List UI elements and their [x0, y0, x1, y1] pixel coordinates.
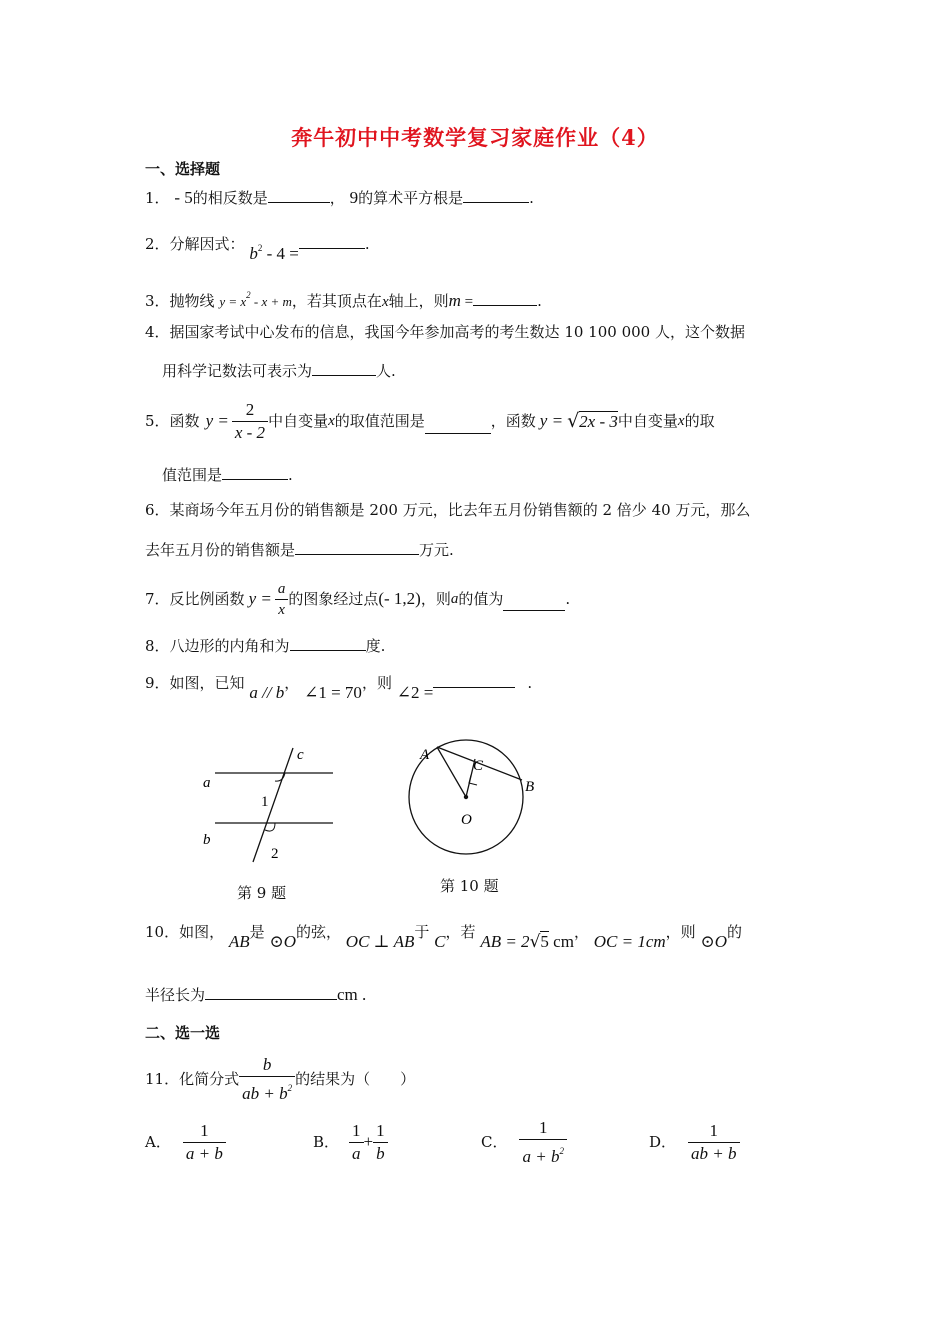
equals: =	[460, 294, 474, 310]
var-a: a	[450, 591, 459, 607]
question-text: 度.	[365, 637, 386, 655]
question-text: 反比例函数	[169, 590, 245, 608]
option-label: C．	[481, 1133, 508, 1151]
math-expr	[219, 290, 292, 309]
radicand: 5	[540, 932, 549, 951]
question-number: 5．	[145, 412, 170, 430]
question-5	[145, 396, 715, 446]
option-label: A．	[145, 1133, 171, 1151]
label-b: b	[203, 832, 211, 848]
question-text: 中自变量	[617, 412, 678, 430]
math-expr: 9	[349, 188, 359, 207]
fraction	[275, 579, 289, 620]
question-text: 函数	[169, 412, 200, 430]
question-2	[145, 228, 370, 263]
question-text: ，则	[361, 674, 392, 692]
fraction	[183, 1120, 226, 1165]
question-number: 3．	[145, 292, 170, 310]
math-length	[480, 932, 574, 952]
var-x: x	[381, 294, 389, 310]
unit: cm .	[337, 985, 367, 1004]
option-d[interactable]	[649, 1117, 740, 1167]
question-text: 是	[249, 923, 265, 941]
figure-10-caption: 第 10 题	[440, 877, 499, 895]
question-10-line2	[145, 985, 366, 1005]
question-text: 用科学记数法可表示为	[162, 362, 313, 380]
fraction	[239, 1054, 295, 1105]
label-C: C	[473, 758, 484, 774]
question-6-line2	[145, 540, 454, 560]
numerator: 1	[538, 1117, 548, 1137]
question-text: 的结果为（ ）	[295, 1070, 416, 1088]
page-title: 奔牛初中中考数学复习家庭作业（4）	[291, 125, 659, 150]
math-c: C	[434, 932, 446, 951]
section-heading-2: 二、选一选	[145, 1024, 221, 1042]
fraction	[688, 1120, 739, 1165]
parallel-expr: a // b	[249, 683, 285, 702]
denominator-base: ab + b	[242, 1083, 288, 1103]
exponent: 2	[257, 243, 263, 253]
question-text: 万元.	[419, 541, 454, 559]
math-y: y =	[248, 589, 272, 608]
math-perp: OC ⊥ AB	[345, 932, 415, 951]
question-3	[145, 285, 542, 312]
question-number: 7．	[145, 590, 170, 608]
question-text: .	[288, 466, 293, 484]
question-number: 9．	[145, 674, 170, 692]
math-ab: AB	[228, 932, 250, 951]
label-a: a	[203, 775, 211, 791]
punct: .	[527, 674, 533, 692]
math-expr	[249, 238, 299, 264]
angle-expr: ∠1 = 70	[304, 683, 362, 702]
answer-blank[interactable]	[425, 419, 491, 434]
question-text: 抛物线	[169, 292, 215, 310]
option-b[interactable]	[313, 1117, 388, 1167]
answer-blank[interactable]	[312, 361, 376, 376]
label-A: A	[420, 747, 430, 763]
question-text: 半径长为	[145, 986, 206, 1004]
plus-sign: +	[363, 1132, 374, 1151]
question-6	[145, 500, 750, 520]
math-y: y =	[539, 411, 564, 430]
option-label: B．	[313, 1133, 340, 1151]
question-text: 于	[414, 923, 430, 941]
answer-blank[interactable]	[290, 636, 366, 651]
section-heading-1: 一、选择题	[145, 160, 221, 178]
numerator: 1	[200, 1120, 209, 1140]
question-text: 轴上，则	[388, 292, 449, 310]
radicand: 2x - 3	[579, 411, 618, 431]
punct: ，	[329, 189, 345, 207]
question-number: 11．	[145, 1070, 180, 1088]
punct: ，	[284, 674, 300, 692]
label-2: 2	[271, 846, 279, 862]
denominator: a	[349, 1142, 364, 1165]
line-c	[253, 748, 293, 862]
question-text: 八边形的内角和为	[169, 637, 290, 655]
question-9	[145, 673, 533, 702]
answer-blank[interactable]	[463, 188, 529, 203]
question-text: 人.	[376, 362, 396, 380]
question-text: 的值为	[458, 590, 504, 608]
expr-part: y = x	[219, 294, 247, 309]
question-text: 的取	[684, 412, 715, 430]
fraction	[349, 1120, 364, 1165]
numerator: b	[262, 1054, 272, 1074]
numerator: 1	[709, 1120, 719, 1140]
numerator: 1	[352, 1120, 361, 1140]
exponent: 2	[287, 1082, 293, 1093]
question-text: 中自变量	[268, 412, 329, 430]
punct: ，	[573, 923, 589, 941]
figure-10	[395, 738, 550, 868]
var-b: b	[249, 244, 258, 263]
answer-blank[interactable]	[268, 188, 330, 203]
exponent: 2	[559, 1145, 564, 1156]
option-a[interactable]	[145, 1117, 226, 1167]
question-5-line2	[162, 465, 293, 485]
denominator: x - 2	[232, 421, 268, 444]
option-c[interactable]	[481, 1117, 567, 1167]
expr-rest: - 4 =	[262, 244, 299, 263]
var-x: x	[677, 413, 685, 429]
question-text: 的图象经过点	[288, 590, 379, 608]
question-text: ，函数	[490, 412, 536, 430]
fraction	[232, 399, 268, 444]
var-m: m	[448, 291, 461, 310]
answer-blank[interactable]	[299, 234, 365, 249]
math-oc: OC = 1cm	[593, 932, 666, 951]
math-expr: - 5	[174, 188, 193, 207]
question-number: 4．	[145, 323, 170, 341]
answer-blank[interactable]	[433, 673, 515, 688]
label-1: 1	[261, 794, 269, 810]
question-10	[145, 922, 742, 952]
label-B: B	[525, 779, 535, 795]
question-4	[145, 322, 745, 342]
expr-part: - x + m	[250, 294, 292, 309]
segment-oa	[437, 747, 466, 797]
fraction	[373, 1120, 388, 1165]
question-text: ，若其顶点在	[291, 292, 382, 310]
numerator: a	[277, 580, 286, 597]
denominator: a + b	[183, 1142, 226, 1165]
circle-o-symbol: ⊙O	[269, 932, 296, 951]
denominator: x	[275, 599, 289, 620]
numerator: 1	[376, 1120, 385, 1140]
figure-9	[195, 740, 345, 865]
option-label: D．	[649, 1133, 677, 1151]
denominator	[519, 1139, 566, 1168]
punct: .	[364, 235, 370, 253]
question-11	[145, 1055, 415, 1103]
question-text: 如图，	[179, 923, 225, 941]
right-angle-mark	[469, 775, 477, 785]
question-text: 分解因式：	[169, 235, 245, 253]
answer-blank[interactable]	[222, 465, 288, 480]
question-number: 6．	[145, 501, 170, 519]
label-O: O	[461, 812, 472, 828]
question-text: 据国家考试中心发布的信息，我国今年参加高考的考生数达 10 100 000 人，这个数据	[169, 323, 745, 341]
var-x: x	[328, 413, 335, 429]
circle-o-symbol: ⊙O	[700, 932, 727, 951]
question-text: 的相反数是	[192, 189, 268, 207]
figure-9-caption: 第 9 题	[237, 884, 287, 902]
answer-blank[interactable]	[503, 596, 565, 611]
punct: .	[529, 189, 534, 207]
denominator	[239, 1076, 295, 1105]
punct: .	[537, 292, 542, 310]
question-text: ，则	[420, 590, 451, 608]
label-c: c	[297, 747, 304, 763]
question-text: 的算术平方根是	[358, 189, 464, 207]
denominator-base: a + b	[522, 1146, 560, 1166]
question-text: 的取值范围是	[334, 412, 425, 430]
question-text: 某商场今年五月份的销售额是 200 万元，比去年五月份销售额的 2 倍少 40 万元，那么	[169, 501, 751, 519]
question-8	[145, 636, 385, 656]
center-dot	[464, 795, 468, 799]
answer-blank[interactable]	[295, 540, 419, 555]
question-text: 的弦，	[296, 923, 342, 941]
question-text: ，则	[665, 923, 696, 941]
question-text: 去年五月份的销售额是	[145, 541, 296, 559]
question-number: 1．	[145, 189, 170, 207]
angle-expr: ∠2 =	[396, 683, 434, 702]
fraction	[519, 1117, 566, 1168]
exponent: 2	[246, 290, 251, 300]
question-number: 8．	[145, 637, 170, 655]
question-4-line2	[162, 361, 396, 381]
math-y: y =	[205, 411, 229, 430]
unit: cm	[548, 932, 574, 951]
answer-blank[interactable]	[473, 291, 537, 306]
sqrt-icon: √	[529, 932, 541, 952]
answer-blank[interactable]	[205, 985, 337, 1000]
question-number: 10．	[145, 923, 180, 941]
length-expr: AB = 2	[480, 932, 530, 951]
question-text: 化简分式	[179, 1070, 240, 1088]
question-text: 值范围是	[162, 466, 223, 484]
question-text: 的	[726, 923, 742, 941]
question-7	[145, 576, 570, 622]
denominator: ab + b	[688, 1142, 739, 1165]
question-text: ，若	[445, 923, 476, 941]
question-text: 如图，已知	[169, 674, 245, 692]
sqrt-icon: √	[567, 410, 580, 432]
question-1	[145, 188, 534, 208]
denominator: b	[373, 1142, 388, 1165]
numerator: 2	[245, 399, 255, 419]
question-number: 2．	[145, 235, 170, 253]
punct: .	[565, 590, 571, 608]
point: (- 1,2)	[378, 589, 421, 608]
